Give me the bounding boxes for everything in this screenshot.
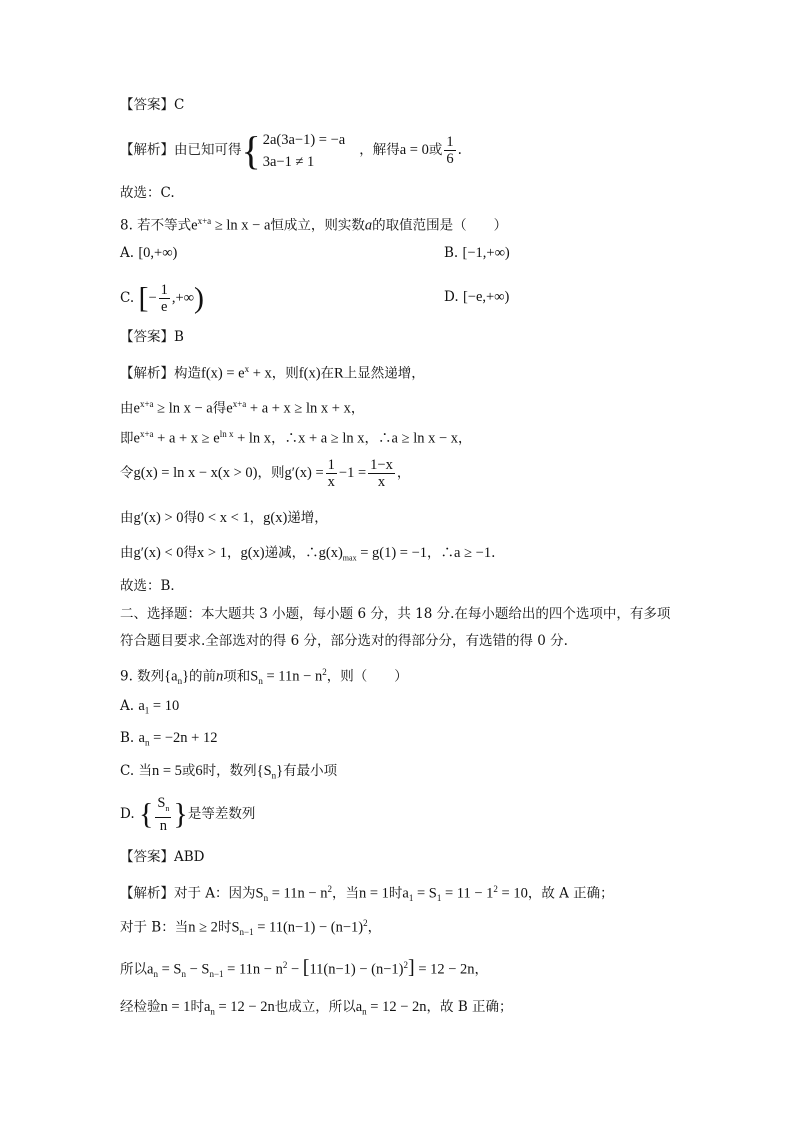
q9-option-d: D. { $\frac{S_n}{n}$ }是等差数列 — [120, 795, 256, 834]
q7-answer: 【答案】C — [120, 97, 185, 113]
q9-option-c: C. 当n = 5或6时，数列$\{S_n\}$有最小项 — [120, 763, 338, 781]
fraction: $\frac{1}{x}$ — [327, 457, 335, 490]
q8-analysis-line-1: 【解析】构造$f(x) = e^x + x$，则f(x)在R上显然递增， — [120, 364, 425, 382]
q7-analysis: 【解析】由已知可得{ 2a(3a−1) = −a 3a−1 ≠ 1 ，解得a = 0或 $\frac{1}{6}$ . — [120, 127, 462, 173]
q8-analysis-line-5: 由g′(x) > 0得0 < x < 1，g(x)递增， — [120, 510, 328, 526]
q9-stem: 9. 数列$\{a_n\}$的前n项和$S_n = 11n - n^2$，则（ ） — [120, 667, 408, 687]
section-2-instructions-line-1: 二、选择题：本大题共 3 小题，每小题 6 分，共 18 分.在每小题给出的四个选项中，有多项 — [120, 606, 671, 622]
q8-analysis-line-4: 令g(x) = ln x − x(x > 0)，则g′(x) = $\frac{1}{x}$ −1 = $\frac{1-x}{x}$ ， — [120, 457, 411, 490]
q9-option-a: A. $a_1 = 10$ — [120, 698, 180, 716]
fraction: $\frac{1}{6}$ — [446, 134, 454, 167]
fraction: $\frac{1}{e}$ — [160, 282, 168, 315]
q7-conclusion: 故选：C. — [120, 185, 175, 201]
q9-analysis-line-4: 经检验n = 1时$a_n = 12 - 2n$也成立，所以$a_n = 12 - 2n$，故 B 正确； — [120, 999, 513, 1017]
q9-answer: 【答案】ABD — [120, 849, 205, 865]
q9-analysis-line-2: 对于 B：当n ≥ 2时$S_{n-1} = 11(n-1) - (n-1)^2$， — [120, 918, 382, 938]
q8-option-b: B. [−1,+∞) — [444, 245, 510, 261]
fraction: $\frac{S_n}{n}$ — [157, 795, 170, 834]
q8-stem: 8. 若不等式$e^{x+a} \ge \ln x - a$恒成立，则实数a的取值范围是（ ） — [120, 216, 508, 234]
left-brace: { — [241, 127, 261, 173]
fraction: $\frac{1-x}{x}$ — [370, 457, 393, 490]
q8-option-d: D. [−e,+∞) — [444, 289, 510, 305]
q8-analysis-line-2: 由$e^{x+a} \ge \ln x - a$得$e^{x+a} + a + x \ge \ln x + x$， — [120, 399, 365, 417]
q8-option-a: A. [0,+∞) — [120, 245, 178, 261]
equation-system: 2a(3a−1) = −a 3a−1 ≠ 1 — [262, 131, 346, 170]
section-2-instructions-line-2: 符合题目要求.全部选对的得 6 分，部分选对的得部分分，有选错的得 0 分. — [120, 633, 568, 649]
q9-analysis-line-1: 【解析】对于 A：因为$S_n = 11n - n^2$，当n = 1时$a_1 = S_1 = 11 - 1^2 = 10$，故 A 正确； — [120, 884, 614, 904]
analysis-label: 【解析】 — [120, 142, 174, 158]
q9-analysis-line-3: 所以$a_n = S_n - S_{n-1} = 11n - n^2 - [11(n-1) - (n-1)^2] = 12 - 2n$， — [120, 956, 489, 980]
q8-conclusion: 故选：B． — [120, 578, 184, 594]
q8-analysis-line-3: 即$e^{x+a} + a + x \ge e^{ln x} + \ln x$，∴x + a ≥ ln x，∴a ≥ ln x − x， — [120, 429, 472, 447]
q8-analysis-line-6: 由g′(x) < 0得x > 1，g(x)递减，$\therefore g(x)_{max} = g(1) = -1$，∴a ≥ −1. — [120, 545, 496, 563]
q9-option-b: B. $a_n = -2n + 12$ — [120, 730, 218, 748]
q8-answer: 【答案】B — [120, 329, 184, 345]
q8-option-c: C. [− $\frac{1}{e}$ ,+∞) — [120, 281, 205, 315]
